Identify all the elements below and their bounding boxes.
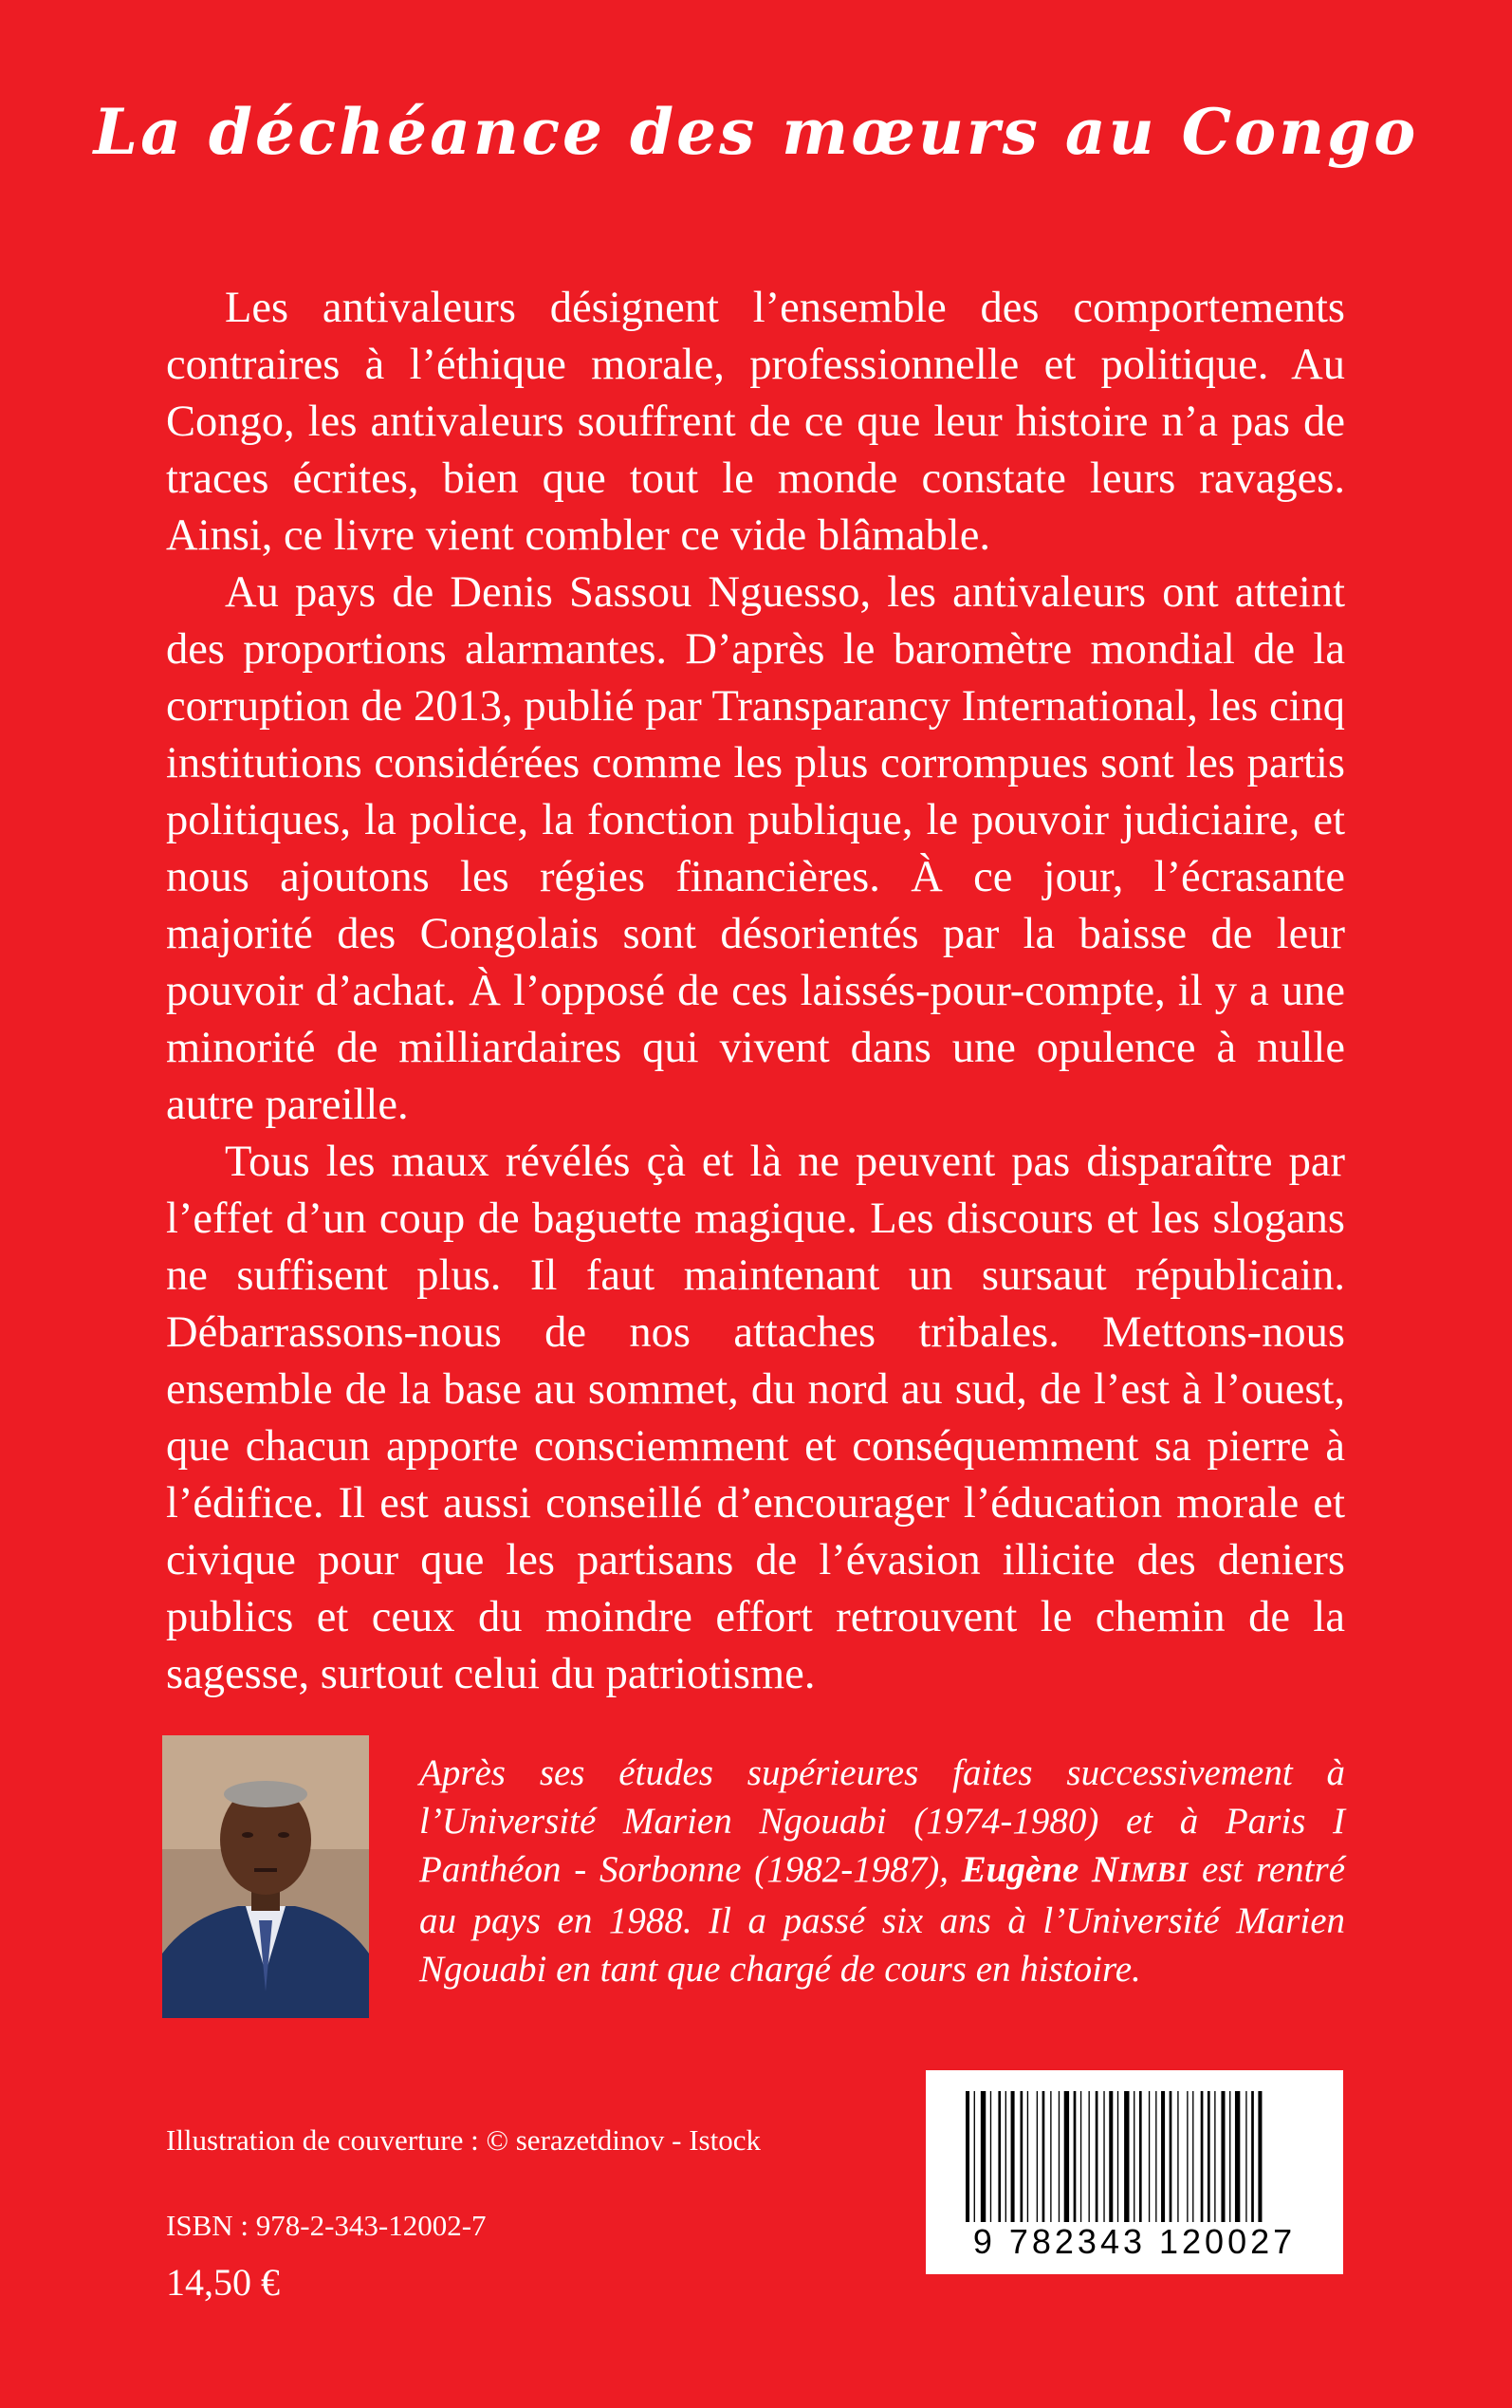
barcode-bar (998, 2091, 1001, 2222)
barcode-bar (1251, 2091, 1254, 2222)
barcode-bar (1161, 2091, 1165, 2222)
author-photo (162, 1735, 369, 2018)
barcode-bar (1187, 2091, 1188, 2222)
barcode-bar (1109, 2091, 1113, 2222)
author-name: Eugène NIMBI (961, 1849, 1189, 1890)
barcode-bar (1042, 2091, 1045, 2222)
barcode-bar (1037, 2091, 1038, 2222)
author-bio (419, 1749, 1345, 1993)
barcode-bar (1080, 2091, 1081, 2222)
barcode-bar (1103, 2091, 1104, 2222)
barcode-bar (1214, 2091, 1215, 2222)
barcode-bar (1011, 2091, 1015, 2222)
barcode-bar (1149, 2091, 1150, 2222)
barcode-bar (1064, 2091, 1069, 2222)
barcode-bar (966, 2091, 969, 2222)
barcode-bar (1139, 2091, 1142, 2222)
bio-text-part1: Après ses études supérieures faites successivement à l’Université Marien Ngouabi (1974-1980) et à Paris I Panthéon - Sorbonne (1982-1987), (419, 1752, 1345, 1890)
barcode-bar (1221, 2091, 1225, 2222)
barcode-bar (1005, 2091, 1006, 2222)
blurb-paragraph: Au pays de Denis Sassou Nguesso, les antivaleurs ont atteint des proportions alarmantes. D’après le baromètre mondial de la corruption de 2013, publié par Transparancy International, les cinq institutions considérées comme les plus corrompues sont les partis politiques, la police, la fonction publique, le pouvoir judiciaire, et nous ajoutons les régies financières. À ce jour, l’écrasante majorité des Congolais sont désorientés par la baisse de leur pouvoir d’achat. À l’opposé de ces laissés-pour-compte, il y a une minorité de milliardaires qui vivent dans une opulence à nulle autre pareille. (166, 568, 1345, 1129)
barcode (926, 2070, 1343, 2274)
barcode-bar (990, 2091, 991, 2222)
barcode-number: 9 782343 120027 (972, 2222, 1297, 2261)
barcode-bar (1117, 2091, 1118, 2222)
book-title: La déchéance des mœurs au Congo (93, 95, 1419, 169)
barcode-bar (1245, 2091, 1246, 2222)
barcode-bar (1235, 2091, 1240, 2222)
barcode-bar (1192, 2091, 1193, 2222)
barcode-bar (1201, 2091, 1204, 2222)
barcode-bars (926, 2070, 1343, 2227)
illustration-credit: Illustration de couverture : © serazetdinov - Istock (166, 2123, 761, 2157)
barcode-bar (1074, 2091, 1077, 2222)
isbn: ISBN : 978-2-343-12002-7 (166, 2209, 487, 2242)
barcode-bar (974, 2091, 975, 2222)
barcode-bar (1089, 2091, 1090, 2222)
barcode-bar (981, 2091, 986, 2222)
barcode-bar (1229, 2091, 1230, 2222)
blurb-text (166, 280, 1345, 1703)
barcode-bar (1050, 2091, 1051, 2222)
barcode-bar (1258, 2091, 1262, 2222)
barcode-bar (1170, 2091, 1172, 2222)
barcode-bar (1021, 2091, 1023, 2222)
barcode-bar (1124, 2091, 1129, 2222)
barcode-bar (1059, 2091, 1060, 2222)
barcode-bar (1208, 2091, 1210, 2222)
price: 14,50 € (166, 2261, 280, 2304)
barcode-bar (1096, 2091, 1098, 2222)
bio-text-part2: est rentré au pays en 1988. Il a passé six ans à l’Université Marien Ngouabi en tant que chargé de cours en histoire. (419, 1849, 1346, 1990)
barcode-bar (1155, 2091, 1156, 2222)
barcode-bar (1027, 2091, 1028, 2222)
blurb-paragraph: Tous les maux révélés çà et là ne peuvent pas disparaître par l’effet d’un coup de baguette magique. Les discours et les slogans ne suffisent plus. Il faut maintenant un sursaut républicain. Débarrassons-nous de nos attaches tribales. Mettons-nous ensemble de la base au sommet, du nord au sud, de l’est à l’ouest, que chacun apporte consciemment et conséquemment sa pierre à l’édifice. Il est aussi conseillé d’encourager l’éducation morale et civique pour que les partisans de l’évasion illicite des deniers publics et ceux du moindre effort retrouvent le chemin de la sagesse, surtout celui du patriotisme. (166, 1138, 1345, 1698)
barcode-bar (1177, 2091, 1178, 2222)
author-portrait-illustration (162, 1735, 369, 2018)
blurb-paragraph: Les antivaleurs désignent l’ensemble des comportements contraires à l’éthique morale, professionnelle et politique. Au Congo, les antivaleurs souffrent de ce que leur histoire n’a pas de traces écrites, bien que tout le monde constate leurs ravages. Ainsi, ce livre vient combler ce vide blâmable. (166, 284, 1345, 560)
